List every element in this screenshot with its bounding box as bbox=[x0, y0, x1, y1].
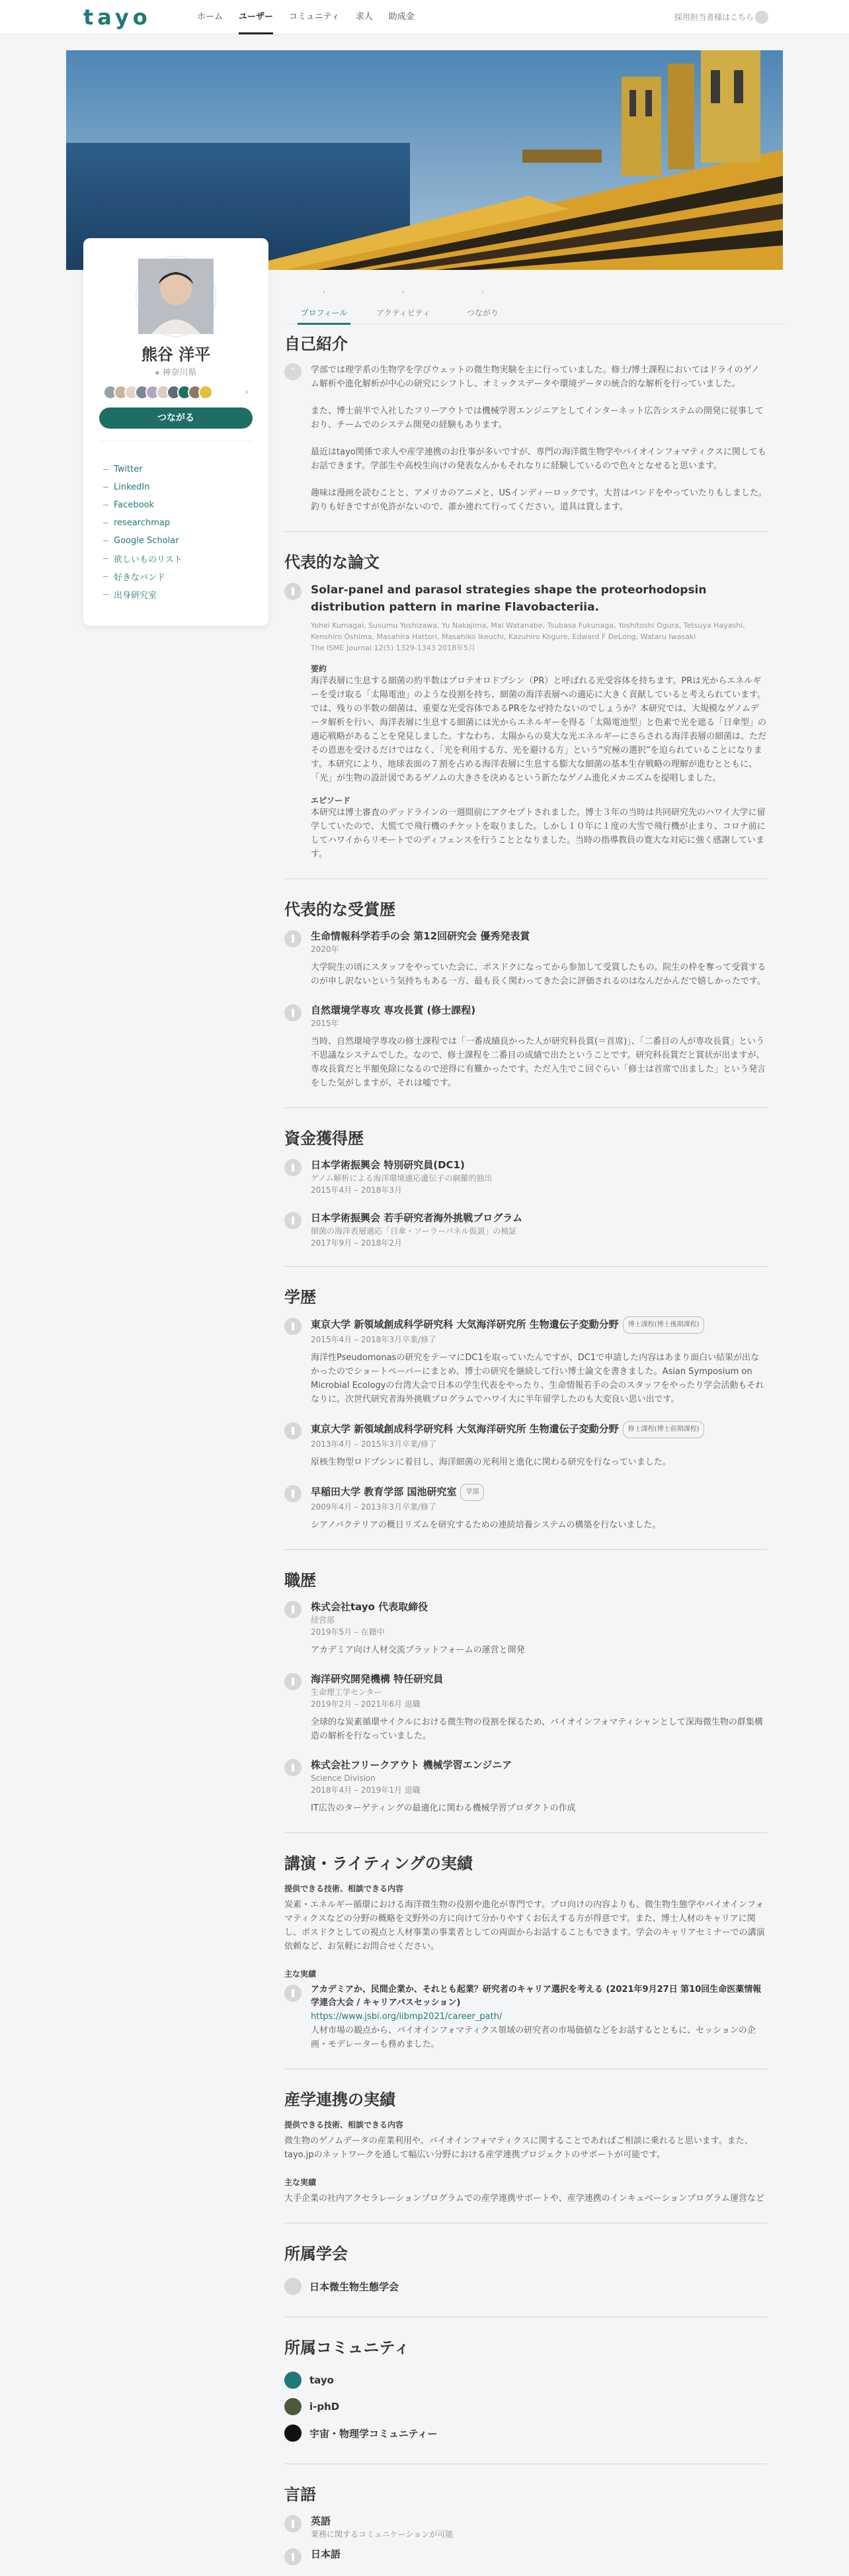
paper-icon bbox=[284, 583, 302, 600]
award-item bbox=[284, 1003, 767, 1090]
paper-title[interactable]: Solar-panel and parasol strategies shape the proteorhodopsin distribution pattern in marine Flavobacteriia. bbox=[311, 583, 707, 614]
tayo-community-icon bbox=[284, 2372, 302, 2389]
section-divider bbox=[284, 1266, 767, 1267]
degree-badge: 修士課程(博士前期課程) bbox=[623, 1421, 705, 1438]
link-label: 好きなバンド bbox=[114, 573, 166, 583]
link-lab[interactable] bbox=[103, 585, 182, 603]
award-name: 自然環境学専攻 専攻長賞 (修士課程) bbox=[311, 1004, 476, 1016]
nav-users[interactable]: ユーザー bbox=[239, 0, 273, 34]
talk-title: アカデミアか、民間企業か、それとも起業？研究者のキャリア選択を考える (2021年9月27日 第10回生命医薬情報学連合大会 / キャリアパスセッション) bbox=[311, 1985, 762, 2008]
degree-badge: 学部 bbox=[460, 1484, 484, 1501]
connect-button[interactable]: つながる bbox=[99, 408, 253, 429]
section-title: 所属コミュニティ bbox=[284, 2339, 410, 2357]
section-divider bbox=[284, 1107, 767, 1108]
paper-authors: Yohei Kumagai, Susumu Yoshizawa, Yu Nakajima, Mai Watanabe, Tsubasa Fukunaga, Yoshitoshi Ogura, Tetsuya Hayashi, Kenshiro Oshima, Masahira Hattori, Masahiko Ikeuchi, Kazuhiro Kogure, Edward F DeLong, Wataru Iwasaki bbox=[311, 621, 745, 641]
career-date: 2019年2月 – 2021年6月 退職 bbox=[311, 1699, 421, 1709]
language-item bbox=[284, 2514, 767, 2540]
education-desc: 海洋性Pseudomonasの研究をテーマにDC1を取っていたんですが、DC1で申請した内容はあまり面白い結果が出なかったのでショートペーパーにまとめ、博士の研究を継続して行い博士論文を書きました。Asian Symposium on Microbial Ecologyの台湾大会で日本の学生代表をやったり、生命情報若手の会のスタッフをやったり学会活動もそれなりに。次世代研究者海外挑戦プログラムでハワイ大に半年留学したのも大変良い思い出です。 bbox=[311, 1353, 764, 1404]
works-label: 主な実績 bbox=[284, 2178, 317, 2187]
tab-profile-icon: › bbox=[322, 287, 326, 296]
degree-badge: 博士課程(博士後期課程) bbox=[623, 1316, 705, 1334]
dash-icon bbox=[103, 558, 108, 559]
career-icon bbox=[284, 1759, 302, 1776]
funding-name: 日本学術振興会 若手研究者海外挑戦プログラム bbox=[311, 1212, 523, 1224]
career-dept: 経営部 bbox=[311, 1615, 335, 1625]
tayo-logo[interactable] bbox=[83, 4, 151, 30]
community-item[interactable] bbox=[284, 2420, 767, 2446]
link-label: Google Scholar bbox=[114, 536, 179, 546]
language-icon bbox=[284, 2548, 302, 2565]
section-funding bbox=[284, 1125, 767, 1249]
abstract-text: 海洋表層に生息する細菌の約半数はプロテオロドプシン（PR）と呼ばれる光受容体を持ちます。PRは光からエネルギーを受け取る「太陽電池」のような役割を持ち、細菌の海洋表層への適応に大きく貢献していると考えられています。では、残りの半数の細菌は、重要な光受容体であるPRをなぜ持たないのでしょうか？本研究では、大規模なゲノムデータ解析を行い、海洋表層に生息する細菌には光からエネルギーを得る「太陽電池型」と色素で光を遮る「日傘型」の適応戦略があることを発見しました。すなわち、太陽からの莫大な光エネルギーにさらされる海洋表層の細菌は、ただその恩恵を受けるだけではなく、「光を利用する方、光を避ける方」という“究極の選択”を迫られていることになります。本研究により、地球表面の７割を占める海洋表層に生息する膨大な細菌の基本生存戦略の理解が進むとともに、「光」が生物の設計図であるゲノムの大きさを決めるという新たなゲノム進化メカニズムを提唱しました。 bbox=[311, 676, 767, 783]
works-label: 主な実績 bbox=[284, 1969, 317, 1979]
dash-icon bbox=[103, 487, 108, 488]
career-icon bbox=[284, 1673, 302, 1690]
profile-name: 熊谷 洋平 bbox=[141, 345, 211, 364]
connections-avatars[interactable] bbox=[103, 384, 249, 401]
location-text: 神奈川県 bbox=[162, 368, 197, 378]
talk-desc: 人材市場の観点から、バイオインフォマティクス領域の研究者の市場価値などをお話するとともに、セッションの企画・モデレーターも務めました。 bbox=[311, 2026, 756, 2049]
funding-date: 2017年9月 – 2018年2月 bbox=[311, 1238, 402, 1248]
career-desc: アカデミア向け人材交流プラットフォームの運営と開発 bbox=[311, 1645, 525, 1655]
skills-label: 提供できる技術、相談できる内容 bbox=[284, 1884, 404, 1893]
nav-grants[interactable]: 助成金 bbox=[388, 12, 415, 22]
connection-avatar bbox=[198, 385, 213, 400]
career-date: 2018年4月 – 2019年1月 退職 bbox=[311, 1785, 421, 1795]
section-intro bbox=[284, 331, 767, 514]
link-label: researchmap bbox=[114, 518, 171, 528]
language-level: 業務に関するコミュニケーションが可能 bbox=[311, 2530, 454, 2539]
dash-icon bbox=[103, 576, 108, 577]
profile-card bbox=[83, 238, 268, 626]
education-item bbox=[284, 1421, 767, 1469]
section-title: 職歴 bbox=[284, 1571, 316, 1590]
paper-item bbox=[284, 581, 767, 861]
profile-links bbox=[103, 460, 182, 603]
section-title: 講演・ライティングの実績 bbox=[284, 1854, 473, 1873]
section-title: 産学連携の実績 bbox=[284, 2090, 395, 2109]
recruiter-link[interactable]: 採用担当者様はこちら bbox=[674, 13, 754, 22]
tab-label: つながり bbox=[466, 308, 499, 318]
section-title: 学歴 bbox=[284, 1288, 316, 1307]
career-desc: 全球的な炭素循環サイクルにおける微生物の役割を探るため、バイオインフォマティシャンとして深海微生物の群集構造の解析を行なっていました。 bbox=[311, 1717, 763, 1741]
career-icon bbox=[284, 1601, 302, 1618]
funding-desc: 細菌の海洋表層適応「日傘・ソーラーパネル仮説」の検証 bbox=[311, 1226, 517, 1236]
career-date: 2019年5月 – 在籍中 bbox=[311, 1627, 385, 1637]
paper-journal: The ISME Journal 12(5) 1329-1343 2018年5月 bbox=[311, 644, 476, 652]
education-name bbox=[311, 1316, 767, 1334]
dash-icon bbox=[103, 594, 108, 595]
tab-label: プロフィール bbox=[300, 308, 348, 318]
location-pin-icon: ⦁ bbox=[155, 368, 163, 378]
tab-connections[interactable] bbox=[443, 284, 522, 324]
section-title: 所属学会 bbox=[284, 2245, 348, 2263]
tab-activity[interactable] bbox=[364, 284, 443, 324]
link-favorite-band[interactable] bbox=[103, 568, 182, 585]
award-icon bbox=[284, 930, 302, 947]
link-facebook[interactable] bbox=[103, 496, 182, 514]
tab-connections-icon: › bbox=[481, 287, 485, 296]
community-item[interactable] bbox=[284, 2393, 767, 2420]
nav-home[interactable]: ホーム bbox=[197, 12, 223, 22]
section-divider bbox=[284, 531, 767, 532]
section-awards bbox=[284, 896, 767, 1090]
link-label: Facebook bbox=[114, 500, 155, 510]
intro-paragraph: 趣味は漫画を読むことと、アメリカのアニメと、USインディーロックです。大昔はバンドをやっていたりもしました。釣りも好きですが免許がないので、誰か連れて行ってください。道具は貸します。 bbox=[311, 488, 767, 512]
chevron-right-icon[interactable]: › bbox=[245, 387, 249, 398]
tab-activity-icon: › bbox=[401, 287, 405, 296]
nav-community[interactable]: コミュニティ bbox=[289, 12, 340, 22]
intro-paragraph: また、博士前半で入社したフリーアウトでは機械学習エンジニアとしてインターネット広告システムの開発に従事しており、チームでのシステム開発の経験もあります。 bbox=[311, 406, 764, 430]
career-name: 株式会社tayo 代表取締役 bbox=[311, 1601, 428, 1613]
section-career bbox=[284, 1567, 767, 1815]
dash-icon bbox=[103, 540, 108, 541]
intro-text bbox=[284, 363, 767, 514]
career-dept: 生命理工学センター bbox=[311, 1688, 382, 1697]
funding-desc: ゲノム解析による海洋環境適応遺伝子の網羅的抽出 bbox=[311, 1174, 493, 1183]
link-researchmap[interactable] bbox=[103, 514, 182, 532]
career-dept: Science Division bbox=[311, 1774, 376, 1783]
funding-item bbox=[284, 1211, 767, 1249]
section-languages bbox=[284, 2481, 767, 2561]
education-date: 2013年4月 – 2015年3月卒業/修了 bbox=[311, 1439, 437, 1449]
career-item bbox=[284, 1600, 767, 1657]
link-label: 出身研究室 bbox=[114, 591, 157, 601]
award-year: 2015年 bbox=[311, 1019, 339, 1028]
education-name bbox=[311, 1421, 767, 1438]
career-item bbox=[284, 1758, 767, 1815]
section-paper bbox=[284, 549, 767, 861]
career-name: 海洋研究開発機構 特任研究員 bbox=[311, 1673, 444, 1685]
section-communities bbox=[284, 2335, 767, 2446]
section-societies bbox=[284, 2241, 767, 2299]
award-desc: 当時、自然環境学専攻の修士課程では「一番成績良かった人が研究科長賞(＝首席)」、「二番目の人が専攻長賞」という不思議なシステムでした。なので、修士課程を二番目の成績で出たということです。研究科長賞だと賞状が出ますが、専攻長賞だと半額免除になるので逆得に有難かったです。ただ入生でこ回ぐらい「修士は首席で出ました」という発言をした気がしますが、それは嘘です。 bbox=[311, 1037, 766, 1088]
award-year: 2020年 bbox=[311, 945, 339, 954]
episode-label: エピソード bbox=[311, 796, 351, 805]
community-item[interactable] bbox=[284, 2367, 767, 2393]
talk-icon bbox=[284, 1985, 302, 2002]
language-name: 日本語 bbox=[311, 2548, 341, 2560]
profile-location bbox=[83, 365, 268, 378]
space-community-icon bbox=[284, 2425, 302, 2442]
main-nav bbox=[197, 0, 415, 34]
profile-cover-image bbox=[66, 50, 783, 270]
talk-link[interactable]: https://www.jsbi.org/iibmp2021/career_path/ bbox=[311, 2012, 503, 2022]
funding-name: 日本学術振興会 特別研究員(DC1) bbox=[311, 1159, 465, 1171]
education-school: 東京大学 新領域創成科学研究科 大気海洋研究所 生物遺伝子変動分野 bbox=[311, 1318, 619, 1330]
education-desc: 原核生物型ロドプシンに着目し、海洋細菌の光利用と進化に関わる研究を行なっていました。 bbox=[311, 1457, 671, 1467]
section-industry bbox=[284, 2086, 767, 2206]
funding-icon bbox=[284, 1159, 302, 1176]
education-icon bbox=[284, 1318, 302, 1335]
profile-content bbox=[284, 331, 767, 2576]
education-school: 東京大学 新領域創成科学研究科 大気海洋研究所 生物遺伝子変動分野 bbox=[311, 1423, 619, 1435]
education-item bbox=[284, 1484, 767, 1532]
section-divider bbox=[284, 1549, 767, 1550]
link-label: LinkedIn bbox=[114, 482, 150, 492]
career-desc: IT広告のターゲティングの最適化に関わる機械学習プロダクトの作成 bbox=[311, 1803, 576, 1813]
community-name: i-phD bbox=[309, 2401, 340, 2413]
society-item bbox=[284, 2273, 767, 2299]
skills-text: 微生物のゲノムデータの産業利用や、バイオインフォマティクスに関することであればご相談に乗れると思います。また、tayo.jpのネットワークを通して幅広い分野における産学連携プロジェクトのサポートが可能です。 bbox=[284, 2136, 753, 2160]
talk-item bbox=[284, 1983, 767, 2051]
award-item bbox=[284, 929, 767, 988]
link-google-scholar[interactable] bbox=[103, 532, 182, 550]
intro-paragraph: 学部では理学系の生物学を学びウェットの微生物実験を主に行っていました。修士/博士課程においてはドライのゲノム解析や進化解析が中心の研究にシフトし、オミックスデータや環境データの統合的な解析を行っていました。 bbox=[311, 365, 760, 389]
education-date: 2009年4月 – 2013年3月卒業/修了 bbox=[311, 1502, 437, 1512]
dash-icon bbox=[103, 469, 108, 470]
quote-icon: “ bbox=[284, 363, 302, 380]
education-desc: シアノバクテリアの概日リズムを研究するための連続培養システムの構築を行ないました。 bbox=[311, 1520, 661, 1530]
profile-tabs bbox=[284, 284, 787, 324]
society-logo-icon bbox=[284, 2278, 302, 2295]
education-name bbox=[311, 1484, 767, 1501]
community-name: tayo bbox=[309, 2374, 334, 2386]
funding-date: 2015年4月 – 2018年3月 bbox=[311, 1185, 402, 1195]
funding-icon bbox=[284, 1212, 302, 1229]
section-title: 資金獲得歴 bbox=[284, 1129, 364, 1148]
section-title: 代表的な論文 bbox=[284, 553, 380, 572]
avatar bbox=[136, 257, 216, 336]
section-divider bbox=[284, 1832, 767, 1833]
education-school: 早稲田大学 教育学部 国池研究室 bbox=[311, 1486, 457, 1498]
section-title: 言語 bbox=[284, 2485, 316, 2504]
link-label: Twitter bbox=[114, 464, 143, 474]
award-desc: 大学院生の頃にスタッフをやっていた会に、ポスドクになってから参加して受賞したもの。院生の枠を奪って受賞するのが申し訳ないという気持ちもある一方、最も長く関わってきた会に評価されるのはなんだかんだで嬉しかったです。 bbox=[311, 963, 766, 986]
link-linkedin[interactable] bbox=[103, 478, 182, 496]
education-icon bbox=[284, 1485, 302, 1502]
intro-paragraph: 最近はtayo関係で求人や産学連携のお仕事が多いですが、専門の海洋微生物学やバイオインフォマティクスに関してもお話できます。学部生や高校生向けの発表なんかもそれなりに経験しているので色々となせると思います。 bbox=[311, 447, 766, 471]
career-name: 株式会社フリークアウト 機械学習エンジニア bbox=[311, 1759, 512, 1771]
link-wishlist[interactable] bbox=[103, 550, 182, 568]
logo-text: tayo bbox=[83, 5, 151, 30]
award-name: 生命情報科学若手の会 第12回研究会 優秀発表賞 bbox=[311, 930, 530, 942]
skills-label: 提供できる技術、相談できる内容 bbox=[284, 2120, 404, 2129]
language-item bbox=[284, 2547, 767, 2561]
award-icon bbox=[284, 1004, 302, 1021]
education-date: 2015年4月 – 2018年3月卒業/修了 bbox=[311, 1335, 437, 1344]
funding-item bbox=[284, 1158, 767, 1196]
nav-jobs[interactable]: 求人 bbox=[355, 12, 373, 22]
episode-text: 本研究は博士審査のデッドラインの一週間前にアクセプトされました。博士３年の当時は共同研究先のハワイ大学に留学していたので、大慌てで飛行機のチケットを取りました。しかし１０年に１度の大雪で飛行機が止まり、コロナ前にしてハワイからリモートでのディフェンスを行うこととなりました。当時の指導教員の寛大な対応に強く感謝しています。 bbox=[311, 808, 766, 859]
abstract-label: 要約 bbox=[311, 664, 327, 673]
section-education bbox=[284, 1284, 767, 1532]
section-talks bbox=[284, 1850, 767, 2051]
language-name: 英語 bbox=[311, 2515, 331, 2527]
career-item bbox=[284, 1672, 767, 1743]
tab-label: アクティビティ bbox=[376, 308, 430, 318]
education-icon bbox=[284, 1422, 302, 1439]
skills-text: 炭素・エネルギー循環における海洋微生物の役割や進化が専門です。プロ向けの内容よりも、微生物生態学やバイオインフォマティクスなどの分野の概略を文野外の方に向けて分かりやすくお伝えする方が得意です。また、博士人材のキャリアに関し、ポスドクとしての視点と人材事業の事業者としての両面からお話することもできます。学会のキャリアセミナーでの講演依頼など、お気軽にお問合せください。 bbox=[284, 1900, 765, 1952]
section-title: 自己紹介 bbox=[284, 335, 348, 353]
society-name: 日本微生物生態学会 bbox=[309, 2280, 399, 2293]
language-icon bbox=[284, 2515, 302, 2532]
tab-profile[interactable] bbox=[284, 284, 364, 324]
works-text: 大手企業の社内アクセラレーションプログラムでの産学連携サポートや、産学連携のインキュベーションプログラム運営など bbox=[284, 2194, 765, 2204]
user-account-icon[interactable] bbox=[755, 11, 768, 24]
education-item bbox=[284, 1316, 767, 1406]
section-title: 代表的な受賞歴 bbox=[284, 900, 395, 919]
community-name: 宇宙・物理学コミュニティー bbox=[309, 2427, 438, 2440]
iphd-community-icon bbox=[284, 2398, 302, 2415]
top-navigation-bar bbox=[0, 0, 849, 34]
link-label: 欲しいものリスト bbox=[114, 555, 182, 565]
link-twitter[interactable] bbox=[103, 460, 182, 478]
